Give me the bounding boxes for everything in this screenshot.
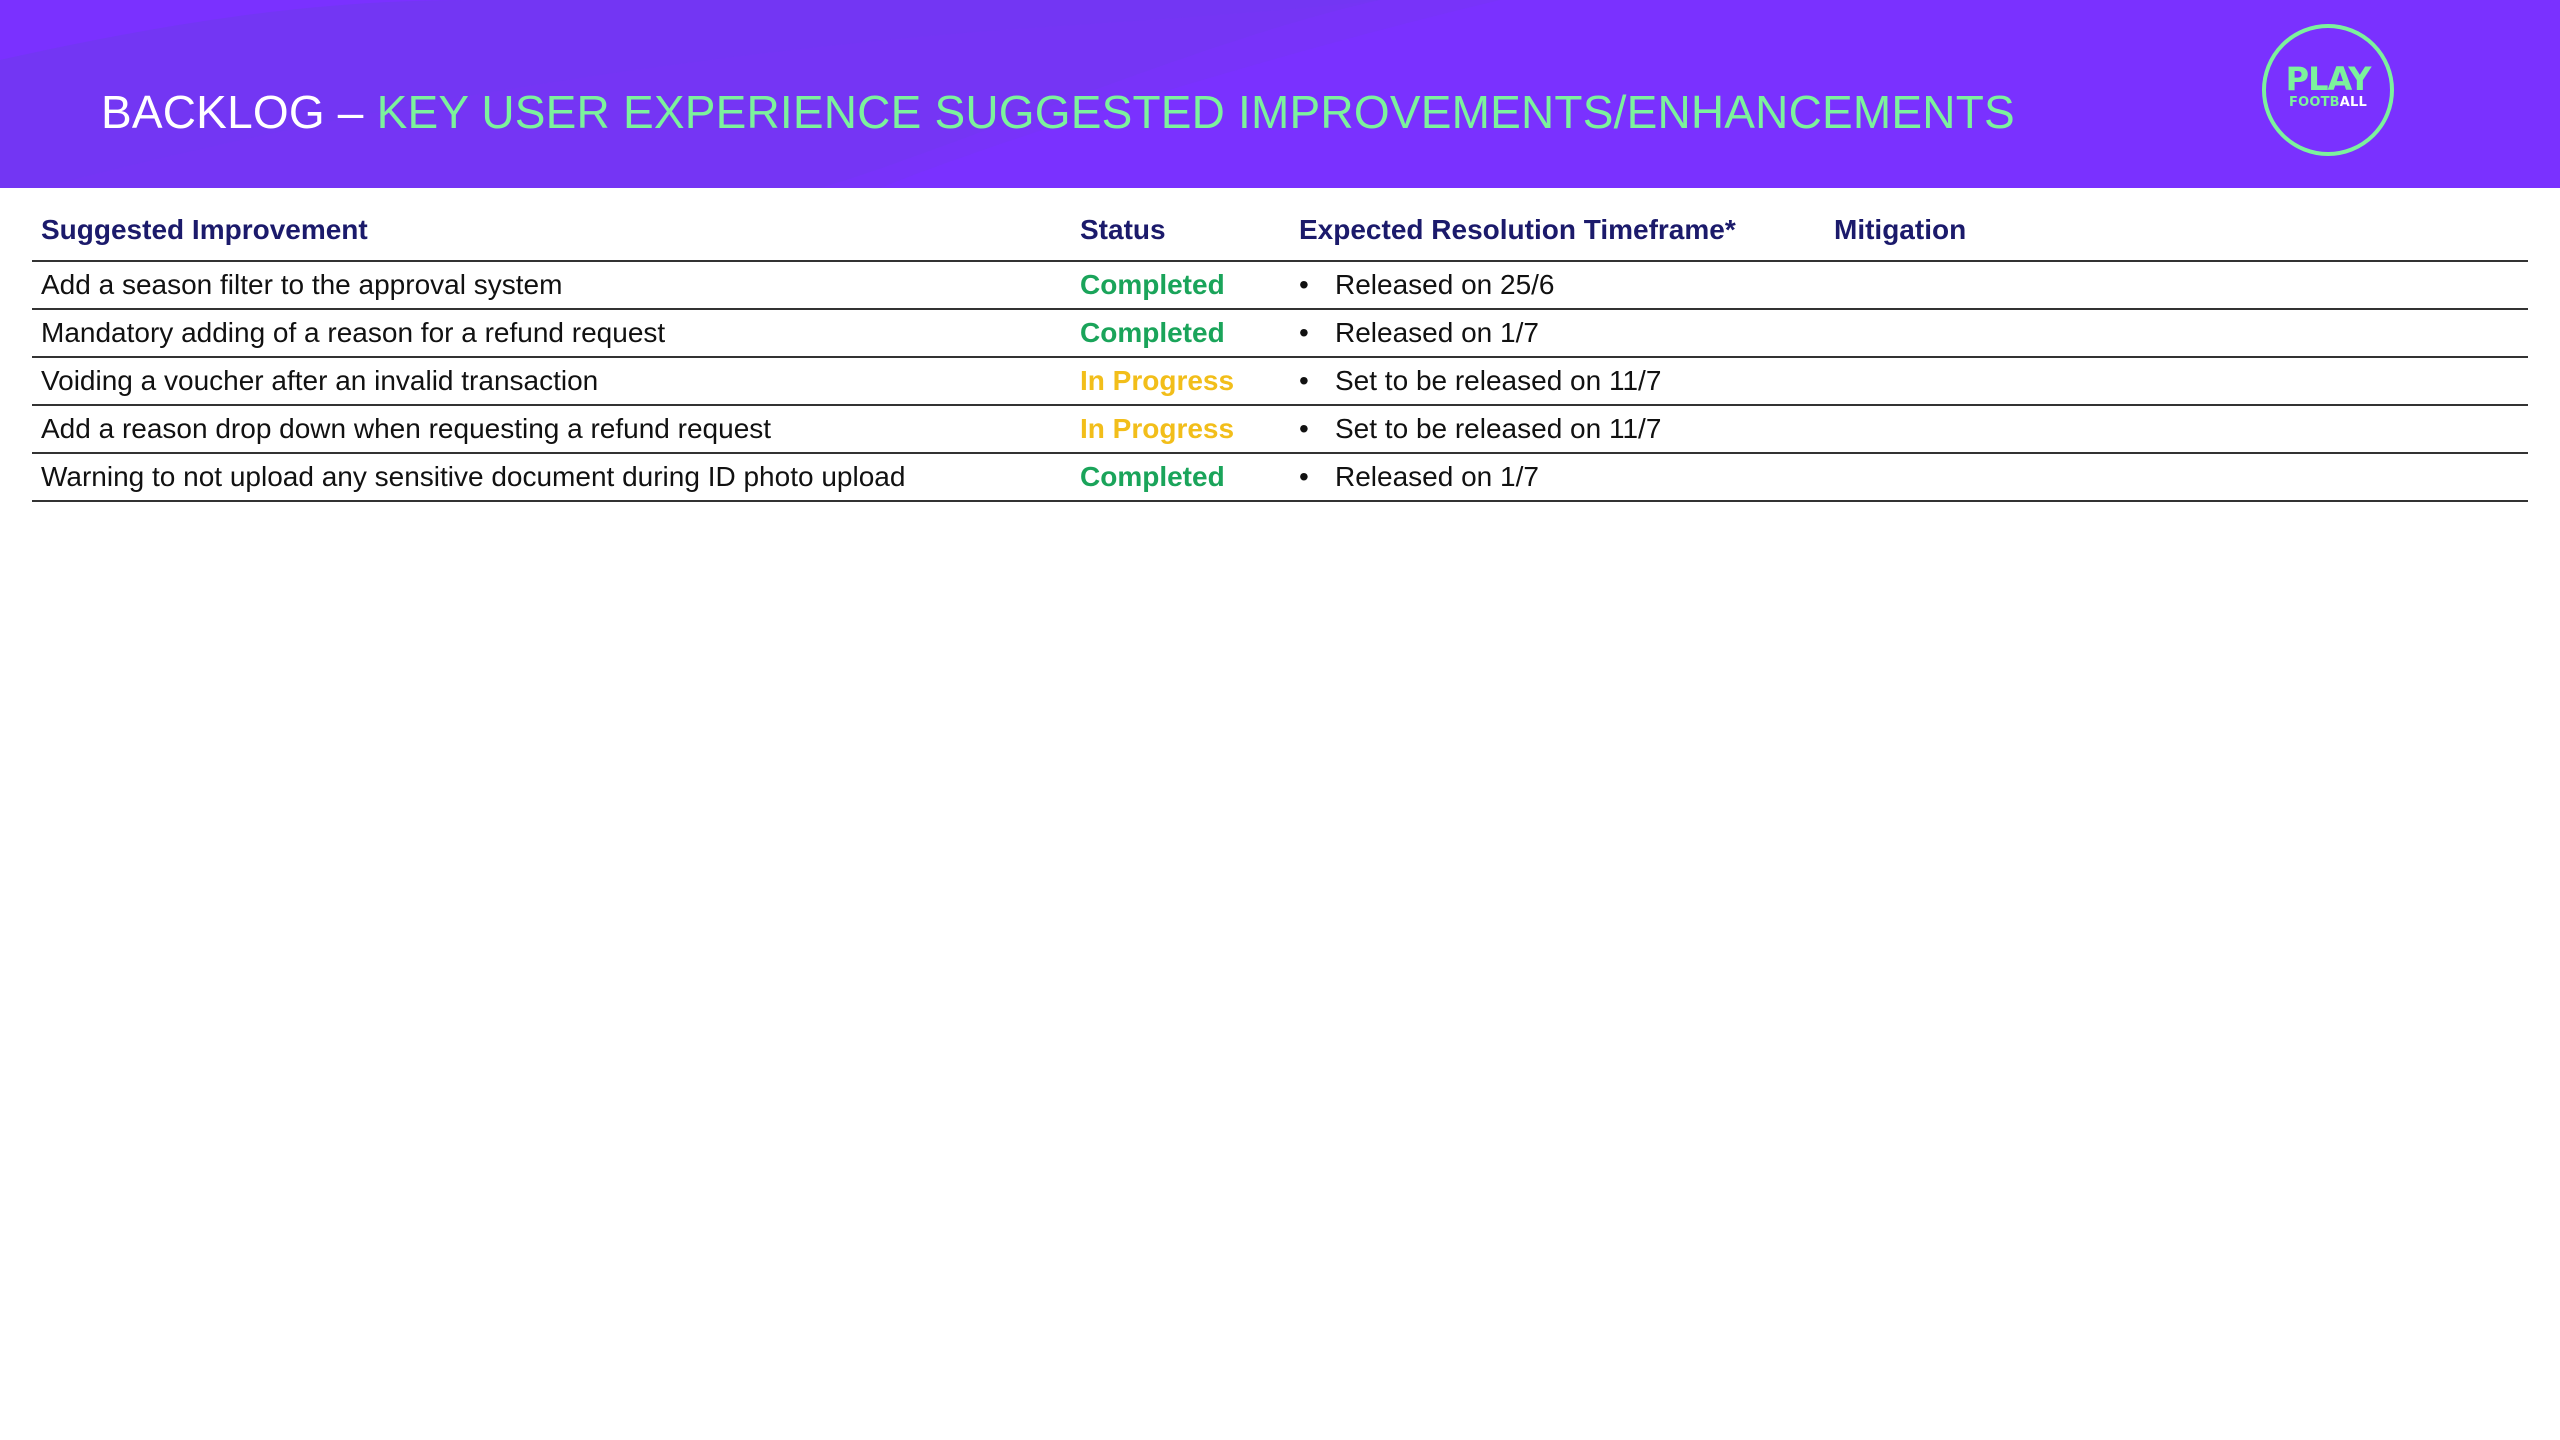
mitigation-cell: [1825, 453, 2528, 501]
logo-football-part-a: FOOTB: [2289, 95, 2340, 110]
bullet-icon: •: [1299, 269, 1309, 300]
mitigation-cell: [1825, 309, 2528, 357]
logo-play-text: PLAY: [2285, 60, 2371, 98]
timeframe-text: Released on 1/7: [1335, 461, 1539, 492]
bullet-icon: •: [1299, 365, 1309, 396]
status-cell: Completed: [1071, 309, 1290, 357]
improvement-cell: Mandatory adding of a reason for a refund request: [32, 309, 1071, 357]
table-row: [32, 261, 2528, 309]
backlog-table: [32, 200, 2528, 502]
title-prefix: BACKLOG –: [101, 86, 377, 138]
mitigation-cell: [1825, 261, 2528, 309]
column-header-status: Status: [1071, 200, 1290, 261]
status-cell: In Progress: [1071, 405, 1290, 453]
column-header-mitigation: Mitigation: [1825, 200, 2528, 261]
status-cell: In Progress: [1071, 357, 1290, 405]
table-row: [32, 453, 2528, 501]
title-main: KEY USER EXPERIENCE SUGGESTED IMPROVEMENTS/ENHANCEMENTS: [376, 86, 2015, 138]
timeframe-cell: [1290, 357, 1825, 405]
table-row: [32, 405, 2528, 453]
play-football-logo: [2262, 24, 2394, 156]
bullet-icon: •: [1299, 461, 1309, 492]
mitigation-cell: [1825, 405, 2528, 453]
timeframe-text: Released on 25/6: [1335, 269, 1555, 300]
mitigation-cell: [1825, 357, 2528, 405]
bullet-icon: •: [1299, 317, 1309, 348]
table-header-row: [32, 200, 2528, 261]
status-cell: Completed: [1071, 261, 1290, 309]
logo-football-text: [2266, 96, 2390, 110]
improvement-cell: Add a season filter to the approval system: [32, 261, 1071, 309]
timeframe-text: Set to be released on 11/7: [1335, 413, 1662, 444]
page-title: [101, 84, 2015, 140]
bullet-icon: •: [1299, 413, 1309, 444]
status-cell: Completed: [1071, 453, 1290, 501]
column-header-timeframe: Expected Resolution Timeframe*: [1290, 200, 1825, 261]
table-row: [32, 357, 2528, 405]
improvement-cell: Voiding a voucher after an invalid transaction: [32, 357, 1071, 405]
header-banner: [0, 0, 2560, 188]
column-header-improvement: Suggested Improvement: [32, 200, 1071, 261]
timeframe-cell: [1290, 309, 1825, 357]
timeframe-text: Set to be released on 11/7: [1335, 365, 1662, 396]
timeframe-cell: [1290, 453, 1825, 501]
timeframe-text: Released on 1/7: [1335, 317, 1539, 348]
table-row: [32, 309, 2528, 357]
improvement-cell: Add a reason drop down when requesting a refund request: [32, 405, 1071, 453]
timeframe-cell: [1290, 405, 1825, 453]
improvement-cell: Warning to not upload any sensitive document during ID photo upload: [32, 453, 1071, 501]
logo-football-part-b: ALL: [2339, 95, 2367, 110]
timeframe-cell: [1290, 261, 1825, 309]
